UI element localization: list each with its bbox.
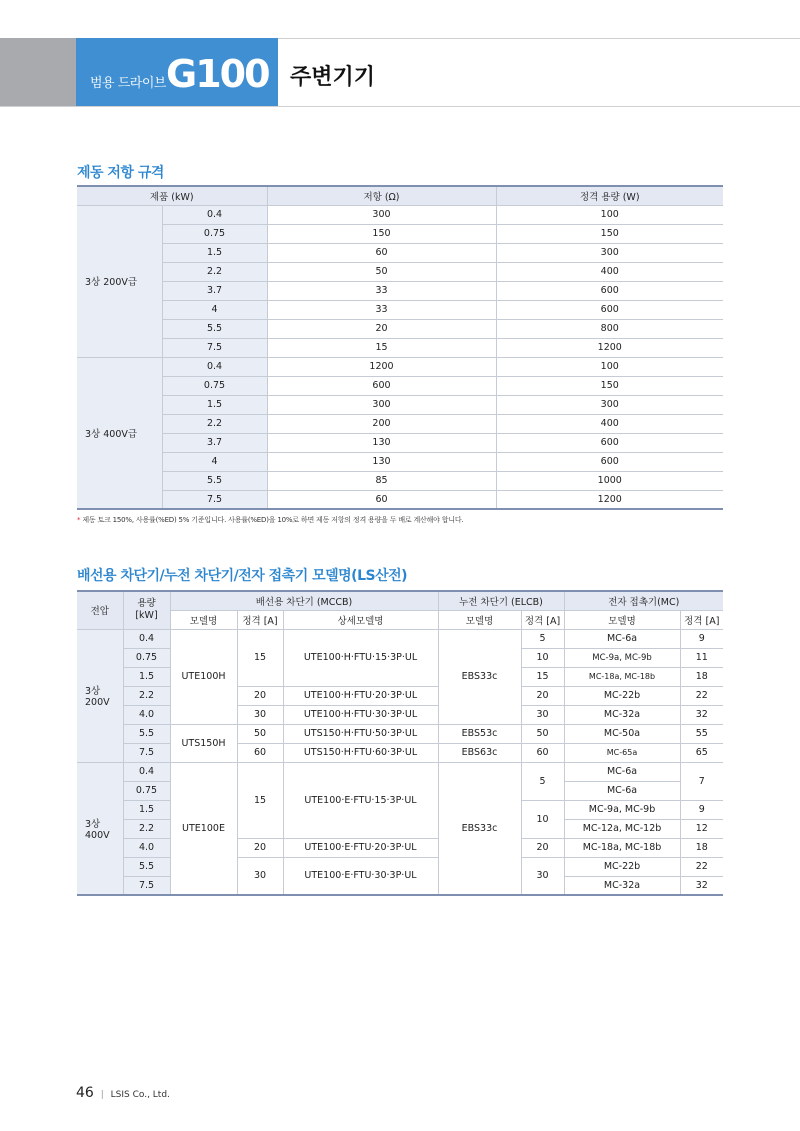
th-mc-rating: 정격 [A] bbox=[680, 610, 723, 629]
voltage-group-label: 3상 200V급 bbox=[77, 205, 162, 357]
mc-rating: 18 bbox=[680, 667, 723, 686]
th-mccb-rating: 정격 [A] bbox=[237, 610, 283, 629]
table-row bbox=[77, 395, 723, 414]
mccb-model: UTE100E bbox=[170, 762, 237, 895]
table-row bbox=[77, 414, 723, 433]
rated-capacity: 600 bbox=[496, 433, 723, 452]
elcb-rating: 30 bbox=[521, 857, 564, 895]
header-gray-block bbox=[0, 38, 76, 106]
mc-model: MC-22b bbox=[564, 686, 680, 705]
mccb-detail: UTS150·H·FTU·50·3P·UL bbox=[283, 724, 438, 743]
mc-rating: 18 bbox=[680, 838, 723, 857]
mccb-rating: 15 bbox=[237, 762, 283, 838]
product-kw: 7.5 bbox=[162, 338, 267, 357]
rated-capacity: 400 bbox=[496, 414, 723, 433]
elcb-rating: 20 bbox=[521, 838, 564, 857]
cap-cell: 4.0 bbox=[123, 705, 170, 724]
elcb-model: EBS53c bbox=[438, 724, 521, 743]
resistance: 33 bbox=[267, 281, 496, 300]
mccb-detail: UTE100·E·FTU·30·3P·UL bbox=[283, 857, 438, 895]
rated-capacity: 100 bbox=[496, 205, 723, 224]
rated-capacity: 1200 bbox=[496, 338, 723, 357]
rated-capacity: 100 bbox=[496, 357, 723, 376]
rated-capacity: 600 bbox=[496, 300, 723, 319]
mc-rating: 9 bbox=[680, 800, 723, 819]
mc-model: MC-12a, MC-12b bbox=[564, 819, 680, 838]
breaker-section-title: 배선용 차단기/누전 차단기/전자 접촉기 모델명(LS산전) bbox=[77, 568, 408, 584]
table-row bbox=[77, 281, 723, 300]
table-row bbox=[77, 376, 723, 395]
cap-cell: 0.4 bbox=[123, 629, 170, 648]
mc-model: MC-32a bbox=[564, 705, 680, 724]
mccb-detail: UTE100·H·FTU·20·3P·UL bbox=[283, 686, 438, 705]
table-row bbox=[77, 224, 723, 243]
mc-model: MC-65a bbox=[564, 743, 680, 762]
th-product: 제품 (kW) bbox=[77, 186, 267, 205]
note-star: * bbox=[77, 516, 81, 524]
table-row bbox=[77, 338, 723, 357]
mccb-rating: 50 bbox=[237, 724, 283, 743]
page-number: 46 bbox=[76, 1085, 94, 1101]
cap-cell: 7.5 bbox=[123, 876, 170, 895]
table-row bbox=[77, 300, 723, 319]
voltage-400: 3상 400V bbox=[77, 762, 123, 895]
th-capacity bbox=[123, 591, 170, 629]
resistance: 15 bbox=[267, 338, 496, 357]
mc-model: MC-9a, MC-9b bbox=[564, 648, 680, 667]
cap-cell: 5.5 bbox=[123, 724, 170, 743]
th-mccb: 배선용 차단기 (MCCB) bbox=[170, 591, 438, 610]
resistance: 200 bbox=[267, 414, 496, 433]
th-mc-model: 모델명 bbox=[564, 610, 680, 629]
product-kw: 0.75 bbox=[162, 376, 267, 395]
brand-banner bbox=[76, 38, 278, 106]
mc-model: MC-32a bbox=[564, 876, 680, 895]
th-mccb-model: 모델명 bbox=[170, 610, 237, 629]
mccb-detail: UTE100·E·FTU·20·3P·UL bbox=[283, 838, 438, 857]
mccb-rating: 30 bbox=[237, 857, 283, 895]
elcb-model: EBS63c bbox=[438, 743, 521, 762]
table-row bbox=[77, 452, 723, 471]
resistance: 33 bbox=[267, 300, 496, 319]
capacity-unit: [kW] bbox=[135, 610, 158, 622]
mccb-rating: 20 bbox=[237, 838, 283, 857]
cap-cell: 1.5 bbox=[123, 667, 170, 686]
product-kw: 1.5 bbox=[162, 395, 267, 414]
resistance: 600 bbox=[267, 376, 496, 395]
product-kw: 3.7 bbox=[162, 433, 267, 452]
mc-rating: 55 bbox=[680, 724, 723, 743]
mc-model: MC-6a bbox=[564, 629, 680, 648]
mc-rating: 12 bbox=[680, 819, 723, 838]
rated-capacity: 800 bbox=[496, 319, 723, 338]
resistor-note bbox=[77, 515, 463, 525]
elcb-model: EBS33c bbox=[438, 629, 521, 724]
resistance: 130 bbox=[267, 452, 496, 471]
mc-model: MC-6a bbox=[564, 762, 680, 781]
mccb-detail: UTE100·H·FTU·30·3P·UL bbox=[283, 705, 438, 724]
th-resistance: 저항 (Ω) bbox=[267, 186, 496, 205]
elcb-rating: 60 bbox=[521, 743, 564, 762]
table-row bbox=[77, 205, 723, 224]
resistance: 300 bbox=[267, 205, 496, 224]
cap-cell: 4.0 bbox=[123, 838, 170, 857]
mccb-detail: UTE100·E·FTU·15·3P·UL bbox=[283, 762, 438, 838]
th-elcb: 누전 차단기 (ELCB) bbox=[438, 591, 564, 610]
rated-capacity: 400 bbox=[496, 262, 723, 281]
footer-separator: | bbox=[100, 1090, 104, 1100]
th-elcb-rating: 정격 [A] bbox=[521, 610, 564, 629]
mccb-rating: 20 bbox=[237, 686, 283, 705]
mc-rating: 32 bbox=[680, 876, 723, 895]
mc-rating: 22 bbox=[680, 857, 723, 876]
th-elcb-model: 모델명 bbox=[438, 610, 521, 629]
mc-rating: 65 bbox=[680, 743, 723, 762]
voltage-group-label: 3상 400V급 bbox=[77, 357, 162, 509]
mc-rating: 22 bbox=[680, 686, 723, 705]
header-bottom-rule bbox=[0, 106, 800, 107]
mccb-detail: UTE100·H·FTU·15·3P·UL bbox=[283, 629, 438, 686]
product-kw: 0.4 bbox=[162, 205, 267, 224]
cap-cell: 0.75 bbox=[123, 781, 170, 800]
mc-model: MC-50a bbox=[564, 724, 680, 743]
product-kw: 2.2 bbox=[162, 262, 267, 281]
table-row bbox=[77, 319, 723, 338]
mc-rating: 9 bbox=[680, 629, 723, 648]
resistance: 20 bbox=[267, 319, 496, 338]
rated-capacity: 300 bbox=[496, 243, 723, 262]
th-voltage: 전압 bbox=[77, 591, 123, 629]
mc-model: MC-9a, MC-9b bbox=[564, 800, 680, 819]
table-row bbox=[77, 262, 723, 281]
mc-rating: 32 bbox=[680, 705, 723, 724]
resistance: 300 bbox=[267, 395, 496, 414]
capacity-label: 용량 bbox=[137, 598, 156, 610]
product-kw: 5.5 bbox=[162, 319, 267, 338]
mc-model: MC-18a, MC-18b bbox=[564, 667, 680, 686]
product-kw: 4 bbox=[162, 452, 267, 471]
cap-cell: 2.2 bbox=[123, 686, 170, 705]
product-kw: 1.5 bbox=[162, 243, 267, 262]
mccb-rating: 15 bbox=[237, 629, 283, 686]
cap-cell: 0.75 bbox=[123, 648, 170, 667]
note-text: 제동 토크 150%, 사용률(%ED) 5% 기준입니다. 사용률(%ED)을 10%로 하면 제동 저항의 정격 용량을 두 배로 계산해야 합니다. bbox=[82, 516, 464, 524]
elcb-rating: 5 bbox=[521, 762, 564, 800]
resistance: 150 bbox=[267, 224, 496, 243]
product-kw: 4 bbox=[162, 300, 267, 319]
mc-rating: 11 bbox=[680, 648, 723, 667]
elcb-rating: 20 bbox=[521, 686, 564, 705]
mccb-rating: 60 bbox=[237, 743, 283, 762]
cap-cell: 0.4 bbox=[123, 762, 170, 781]
table-row bbox=[77, 433, 723, 452]
brand-model: G100 bbox=[166, 52, 269, 96]
mccb-detail: UTS150·H·FTU·60·3P·UL bbox=[283, 743, 438, 762]
rated-capacity: 1000 bbox=[496, 471, 723, 490]
cap-cell: 7.5 bbox=[123, 743, 170, 762]
th-mc: 전자 접촉기(MC) bbox=[564, 591, 723, 610]
product-kw: 3.7 bbox=[162, 281, 267, 300]
resistance: 130 bbox=[267, 433, 496, 452]
mc-rating: 7 bbox=[680, 762, 723, 800]
product-kw: 0.75 bbox=[162, 224, 267, 243]
product-kw: 0.4 bbox=[162, 357, 267, 376]
cap-cell: 2.2 bbox=[123, 819, 170, 838]
resistance: 50 bbox=[267, 262, 496, 281]
rated-capacity: 600 bbox=[496, 281, 723, 300]
resistance: 60 bbox=[267, 490, 496, 509]
rated-capacity: 1200 bbox=[496, 490, 723, 509]
elcb-rating: 5 bbox=[521, 629, 564, 648]
product-kw: 2.2 bbox=[162, 414, 267, 433]
elcb-rating: 10 bbox=[521, 800, 564, 838]
rated-capacity: 150 bbox=[496, 376, 723, 395]
mccb-model: UTE100H bbox=[170, 629, 237, 724]
elcb-model: EBS33c bbox=[438, 762, 521, 895]
rated-capacity: 300 bbox=[496, 395, 723, 414]
mccb-rating: 30 bbox=[237, 705, 283, 724]
company-name: LSIS Co., Ltd. bbox=[110, 1090, 170, 1100]
brand-subtitle: 범용 드라이브 bbox=[90, 76, 166, 91]
resistance: 85 bbox=[267, 471, 496, 490]
page-footer bbox=[76, 1085, 170, 1101]
product-kw: 5.5 bbox=[162, 471, 267, 490]
table-row bbox=[77, 490, 723, 509]
table-row bbox=[77, 243, 723, 262]
elcb-rating: 50 bbox=[521, 724, 564, 743]
mc-model: MC-6a bbox=[564, 781, 680, 800]
rated-capacity: 150 bbox=[496, 224, 723, 243]
product-kw: 7.5 bbox=[162, 490, 267, 509]
th-mccb-detail: 상세모델명 bbox=[283, 610, 438, 629]
cap-cell: 1.5 bbox=[123, 800, 170, 819]
resistor-section-title: 제동 저항 규격 bbox=[77, 165, 164, 181]
table-row bbox=[77, 357, 723, 376]
elcb-rating: 30 bbox=[521, 705, 564, 724]
breaker-table bbox=[77, 590, 723, 896]
resistance: 60 bbox=[267, 243, 496, 262]
table-row bbox=[77, 471, 723, 490]
page-title: 주변기기 bbox=[290, 65, 376, 90]
voltage-200: 3상 200V bbox=[77, 629, 123, 762]
resistor-header-row bbox=[77, 186, 723, 205]
mc-model: MC-18a, MC-18b bbox=[564, 838, 680, 857]
cap-cell: 5.5 bbox=[123, 857, 170, 876]
resistor-table bbox=[77, 185, 723, 510]
resistance: 1200 bbox=[267, 357, 496, 376]
mc-model: MC-22b bbox=[564, 857, 680, 876]
mccb-model: UTS150H bbox=[170, 724, 237, 762]
elcb-rating: 15 bbox=[521, 667, 564, 686]
rated-capacity: 600 bbox=[496, 452, 723, 471]
th-rated-capacity: 정격 용량 (W) bbox=[496, 186, 723, 205]
elcb-rating: 10 bbox=[521, 648, 564, 667]
